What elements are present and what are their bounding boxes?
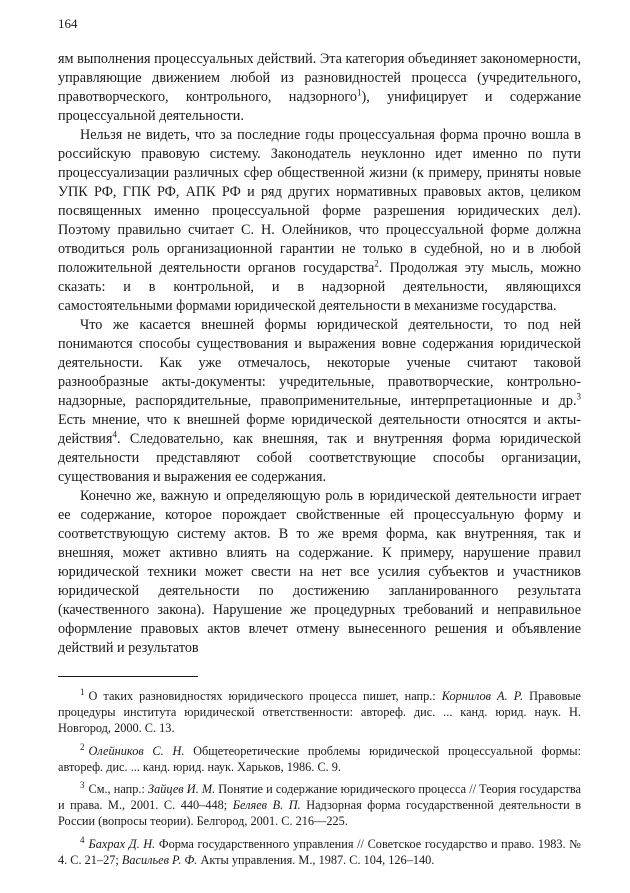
- paragraph-4: [58, 487, 581, 658]
- paragraph-text: Что же касается внешней формы юридической деятельности, то под ней понимаются способы существования и выражения вовне содержания юридической деятельности. Как уже отмечалось, некоторые ученые считают таковой разнообразные акты-документы: учредительные, правотворческие, контрольно-надзорные, распорядительные, правоприменительные, интерпретационные и др.: [58, 317, 581, 409]
- paragraph-text: . Следовательно, как внешняя, так и внутренняя форма юридической деятельности представляют собой соответствующие способы организации, существования и выражения ее содержания.: [58, 431, 581, 485]
- footnote-3: [58, 781, 581, 830]
- footnote-ref-4[interactable]: 4: [112, 429, 117, 440]
- footnote-ref-3[interactable]: 3: [576, 391, 581, 402]
- footnote-number: 1: [80, 686, 85, 697]
- footnote-author: Олейников С. Н.: [88, 743, 185, 758]
- footnote-text: См., напр.:: [88, 782, 148, 797]
- footnote-author: Васильев Р. Ф.: [121, 852, 198, 867]
- paragraph-text: Нельзя не видеть, что за последние годы процессуальная форма прочно вошла в российскую правовую систему. Законодатель неуклонно идет именно по пути процессуализации различных сфер общественной жизни (к примеру, приняты новые УПК РФ, ГПК РФ, АПК РФ и ряд других нормативных правовых актов, целиком посвященных именно процессуальной форме разрешения юридических дел). Поэтому правильно считает С. Н. Олейников, что процессуальной форме должна отводиться роль организационной гарантии не только в судебной, но и в любой положительной деятельности органов государства: [58, 127, 581, 276]
- paragraph-text: ям выполнения процессуальных действий. Эта категория объединяет закономерности, управляющие движением любой из разновидностей процесса (учредительного, правотворческого, контрольного, надзорного: [58, 51, 581, 105]
- footnote-rule: [58, 676, 198, 677]
- paragraph-3: [58, 316, 581, 487]
- footnote-1: [58, 688, 581, 737]
- footnote-4: [58, 836, 581, 868]
- footnote-author: Зайцев И. М.: [148, 782, 216, 797]
- footnote-text: Акты управления. М., 1987. С. 104, 126–140.: [197, 852, 435, 867]
- footnote-ref-2[interactable]: 2: [374, 258, 379, 269]
- footnote-number: 3: [80, 779, 85, 790]
- footnote-text: Общетеоретические проблемы юридической процессуальной формы: автореф. дис. ... канд. юрид. наук. Харьков, 1986. С. 9.: [58, 743, 581, 774]
- paragraph-text: Конечно же, важную и определяющую роль в юридической деятельности играет ее содержание, которое порождает свойственные ей процессуальную форму и соответствующую систему актов. В то же время форма, как внутренняя, так и внешняя, может активно влиять на содержание. К примеру, нарушение правил юридической техники может свести на нет все усилия субъектов и участников юридической деятельности по достижению запланированного результата (качественного закона). Нарушение же процедурных требований и неправильное оформление правовых актов влечет отмену вынесенного решения и объявление действий и результатов: [58, 488, 581, 656]
- footnote-text: Правовые процедуры института юридической ответственности: автореф. дис. ... канд. юрид. наук. Н. Новгород, 2000. С. 13.: [58, 689, 581, 736]
- footnote-text: Надзорная форма государственной деятельности в России (вопросы теории). Белгород, 2001. С. 216—225.: [58, 798, 582, 829]
- footnotes: [58, 688, 581, 874]
- footnote-2: [58, 743, 581, 775]
- body-text: [58, 50, 581, 658]
- footnote-text: О таких разновидностях юридического процесса пишет, напр.:: [88, 689, 442, 703]
- footnote-number: 2: [80, 741, 85, 752]
- footnote-author: Беляев В. П.: [232, 798, 301, 813]
- footnote-ref-1[interactable]: 1: [357, 87, 362, 98]
- footnote-author: Корнилов А. Р.: [441, 689, 524, 703]
- paragraph-1: [58, 50, 581, 126]
- paragraph-text: . Продолжая эту мысль, можно сказать: и в контрольной, и в надзорной деятельности, являющихся самостоятельными формами юридической деятельности в механизме государства.: [58, 260, 581, 314]
- paragraph-text: Есть мнение, что к внешней форме юридической деятельности относятся и акты-действия: [58, 412, 581, 447]
- page-number: 164: [58, 16, 78, 31]
- footnote-author: Бахрах Д. Н.: [88, 836, 156, 851]
- footnote-text: Форма государственного управления // Советское государство и право. 1983. № 4. С. 21–27;: [58, 836, 581, 867]
- paragraph-2: [58, 126, 581, 316]
- footnote-text: Понятие и содержание юридического процесса // Теория государства и права. М., 2001. С. 440–448;: [58, 782, 581, 813]
- paragraph-text: ), унифицирует и содержание процессуальной деятельности.: [58, 89, 581, 124]
- footnote-number: 4: [80, 834, 85, 845]
